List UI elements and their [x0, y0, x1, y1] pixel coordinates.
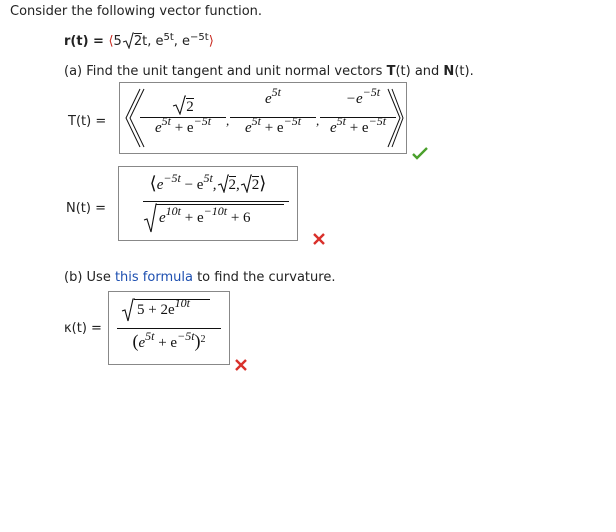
den-exp1: 5t: [145, 329, 155, 343]
rt-comp1: t, e: [142, 34, 164, 49]
N-label: N(t) =: [66, 201, 106, 216]
num-exp: 10t: [174, 296, 190, 310]
T-label: T(t) =: [68, 114, 107, 129]
den-base1: e: [159, 210, 166, 226]
fraction-bar: [140, 117, 226, 118]
checkmark-icon: [412, 146, 428, 160]
rt-exp1: 5t: [163, 32, 174, 43]
num-base1: e: [156, 177, 164, 193]
num-expr: 5 + 2e: [137, 302, 175, 318]
part-b-prefix: (b) Use: [64, 270, 115, 285]
den-exp2: −5t: [193, 114, 212, 128]
K-label: κ(t) =: [64, 321, 102, 336]
angle-bracket-right-icon: [386, 87, 404, 149]
den-base1: e: [154, 120, 162, 136]
formula-link[interactable]: this formula: [114, 270, 193, 285]
angle-close: ⟩: [208, 34, 214, 49]
T-arg: (t): [395, 64, 411, 79]
den-exp1: 5t: [161, 114, 171, 128]
den-power: 2: [200, 334, 206, 345]
part-a-end: .: [469, 64, 474, 79]
T-comp1-denominator: [140, 114, 226, 137]
num-exp: 5t: [271, 85, 281, 99]
T-symbol: T: [386, 64, 396, 79]
den-exp2: −10t: [203, 204, 228, 218]
num-base: −e: [345, 91, 363, 107]
N-symbol: N: [443, 64, 455, 79]
N-numerator: [125, 173, 291, 194]
x-mark-icon: [313, 233, 325, 245]
den-base1: e: [244, 120, 252, 136]
sqrt-icon: [121, 298, 135, 322]
paren-close: ): [194, 331, 201, 351]
comma: ,: [212, 177, 217, 193]
den-plus: + e: [170, 120, 194, 136]
num-exp2: 5t: [203, 171, 213, 185]
T-comp2-denominator: [230, 114, 316, 137]
sqrt-icon: [143, 203, 157, 233]
den-exp1: 5t: [251, 114, 261, 128]
rt-sep: , e: [173, 34, 191, 49]
root-arg: 2: [228, 177, 237, 193]
N-denominator: [159, 204, 251, 227]
fraction-bar: [143, 201, 289, 202]
paren-open: (: [132, 331, 139, 351]
r-label: r(t) =: [64, 34, 109, 49]
angle-open: ⟨: [149, 173, 157, 193]
angle-open: ⟨: [108, 34, 114, 49]
sqrt-icon: [172, 95, 186, 115]
part-b-prompt: [64, 270, 335, 285]
K-denominator: [115, 331, 223, 352]
K-numerator: [137, 296, 190, 319]
den-exp2: −5t: [283, 114, 302, 128]
den-exp2: −5t: [368, 114, 387, 128]
part-a-prefix: (a) Find the unit tangent and unit normal vectors: [64, 64, 387, 79]
vector-function: [64, 32, 214, 49]
sqrt-icon: [217, 174, 229, 193]
den-plus: + e: [181, 210, 204, 226]
den-tail: + 6: [227, 210, 251, 226]
part-a-prompt: [64, 64, 474, 79]
fraction-bar: [230, 117, 316, 118]
root-arg: 2: [133, 34, 143, 49]
fraction-bar: [117, 328, 221, 329]
N-arg: (t): [454, 64, 470, 79]
den-exp2: −5t: [177, 329, 195, 343]
part-b-suffix: to find the curvature.: [192, 270, 336, 285]
num-exp: −5t: [362, 85, 381, 99]
x-mark-icon: [235, 359, 247, 371]
num-base: e: [264, 91, 272, 107]
den-plus: + e: [260, 120, 284, 136]
den-base1: e: [329, 120, 337, 136]
den-plus: + e: [345, 120, 369, 136]
den-exp1: 10t: [165, 204, 182, 218]
den-base1: e: [138, 335, 146, 351]
rt-exp2: −5t: [190, 32, 209, 43]
T-comp2-numerator: [230, 85, 316, 108]
comma: ,: [316, 113, 320, 128]
comma: ,: [226, 113, 230, 128]
comma: ,: [236, 177, 240, 193]
angle-close: ⟩: [259, 173, 267, 193]
T-answer-box[interactable]: [119, 82, 407, 154]
T-comp1-root: 2: [186, 99, 194, 115]
sqrt-overline: [134, 299, 210, 300]
den-exp1: 5t: [336, 114, 346, 128]
K-answer-box[interactable]: [108, 291, 230, 365]
den-plus: + e: [154, 335, 178, 351]
sqrt-icon: [122, 32, 134, 49]
coef-five: 5: [113, 34, 122, 49]
part-a-and: and: [410, 64, 444, 79]
intro-text: Consider the following vector function.: [10, 4, 263, 19]
sqrt-icon: [240, 174, 252, 193]
N-answer-box[interactable]: [118, 166, 298, 241]
root-arg: 2: [251, 177, 260, 193]
num-exp1: −5t: [163, 171, 181, 185]
num-minus: − e: [180, 177, 204, 193]
T-comp1-numerator: [140, 95, 226, 116]
